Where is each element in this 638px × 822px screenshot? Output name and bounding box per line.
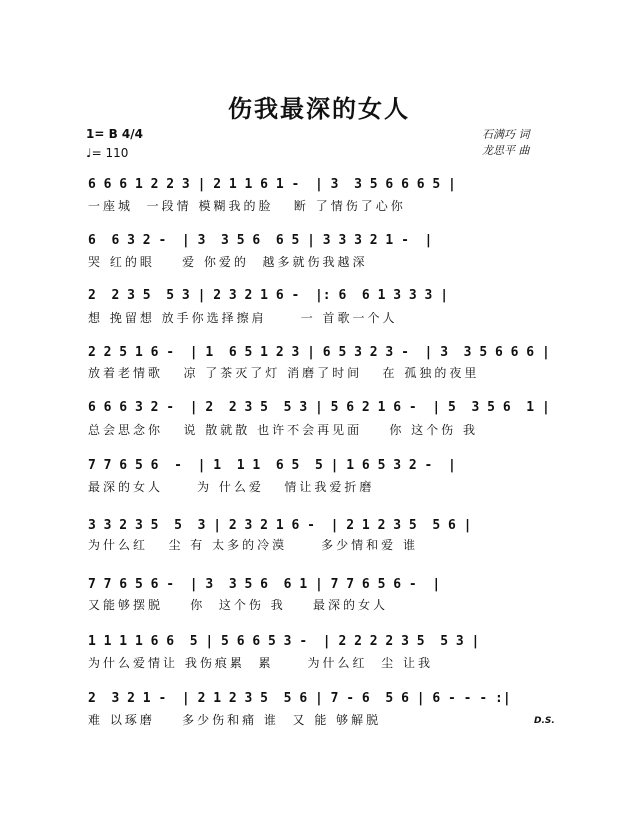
lyricist-credit: 石满巧 词 <box>482 128 530 141</box>
notation-line: 3 3 2 3 5 5 3 | 2 3 2 1 6 - | 2 1 2 3 5 5 6 | <box>88 518 472 533</box>
lyric-line: 放着老情歌 凉 了茶灭了灯 消磨了时间 在 孤独的夜里 <box>88 366 480 380</box>
lyric-line: 为什么爱情让 我伤痕累 累 为什么红 尘 让我 <box>88 656 433 670</box>
lyric-line: 想 挽留想 放手你选择擦肩 一 首歌一个人 <box>88 311 398 325</box>
notation-line: 6 6 3 2 - | 3 3 5 6 6 5 | 3 3 3 2 1 - | <box>88 233 433 248</box>
notation-line: 7 7 6 5 6 - | 1 1 1 6 5 5 | 1 6 5 3 2 - | <box>88 458 456 473</box>
lyric-line: 总会思念你 说 散就散 也许不会再见面 你 这个伤 我 <box>88 423 478 437</box>
composer-credit: 龙思平 曲 <box>482 144 530 157</box>
lyric-line: 最深的女人 为 什么爱 情让我爱折磨 <box>88 480 375 494</box>
tempo-marking: ♩= 110 <box>86 146 129 160</box>
notation-line: 6 6 6 1 2 2 3 | 2 1 1 6 1 - | 3 3 5 6 6 6 5 | <box>88 177 456 192</box>
lyric-line: 又能够摆脱 你 这个伤 我 最深的女人 <box>88 598 388 612</box>
notation-line: 2 2 3 5 5 3 | 2 3 2 1 6 - |: 6 6 1 3 3 3 | <box>88 288 449 303</box>
dal-segno-marking: D.S. <box>534 716 555 726</box>
key-signature: 1= B 4/4 <box>86 127 143 141</box>
notation-line: 2 2 5 1 6 - | 1 6 5 1 2 3 | 6 5 3 2 3 - | 3 3 5 6 6 6 | <box>88 345 550 360</box>
notation-line: 7 7 6 5 6 - | 3 3 5 6 6 1 | 7 7 6 5 6 - | <box>88 577 441 592</box>
notation-line: 6 6 6 3 2 - | 2 2 3 5 5 3 | 5 6 2 1 6 - | 5 3 5 6 1 | <box>88 400 550 415</box>
song-title: 伤我最深的女人 <box>228 94 410 123</box>
lyric-line: 一座城 一段情 模糊我的脸 断 了情伤了心你 <box>88 199 406 213</box>
lyric-line: 哭 红的眼 爱 你爱的 越多就伤我越深 <box>88 255 368 269</box>
notation-line: 1 1 1 1 6 6 5 | 5 6 6 5 3 - | 2 2 2 2 3 5 5 3 | <box>88 634 480 649</box>
notation-line: 2 3 2 1 - | 2 1 2 3 5 5 6 | 7 - 6 5 6 | 6 - - - :| <box>88 691 511 706</box>
lyric-line: 为什么红 尘 有 太多的冷漠 多少情和爱 谁 <box>88 538 418 552</box>
lyric-line: 难 以琢磨 多少伤和痛 谁 又 能 够解脱 <box>88 713 382 727</box>
